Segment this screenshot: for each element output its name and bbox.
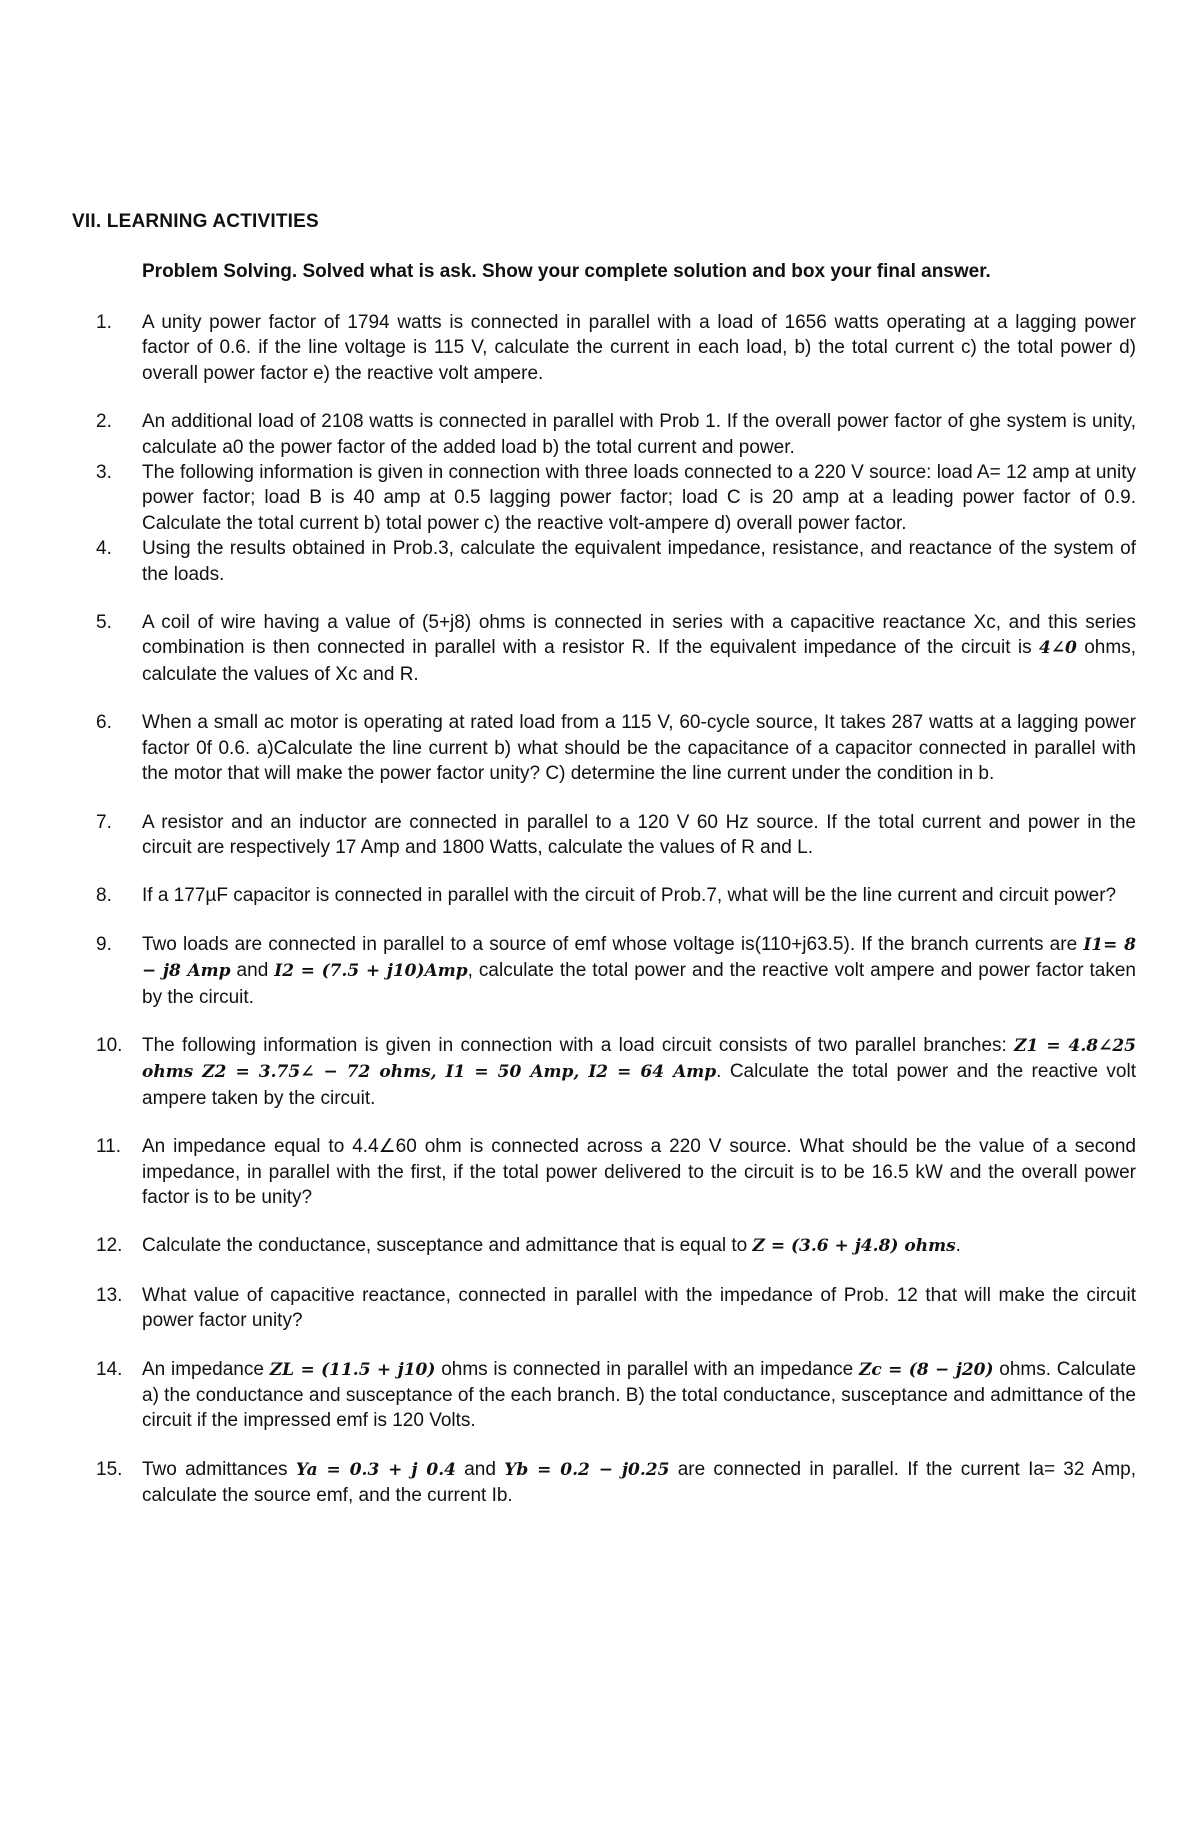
math-expression: Ya = 0.3 + j 0.4: [295, 1459, 456, 1480]
problem-number: 8.: [96, 885, 112, 907]
problem-item: [96, 536, 1136, 587]
section-title: VII. LEARNING ACTIVITIES: [72, 211, 319, 232]
problem-number: 3.: [96, 462, 112, 484]
problem-item: [96, 883, 1136, 908]
problem-number: 11.: [96, 1136, 122, 1158]
problem-text: When a small ac motor is operating at rated load from a 115 V, 60-cycle source, It takes 287 watts at a lagging power factor 0f 0.6. a)Calculate the line current b) what should be the capacitance of a capacitor connected in parallel with the motor that will make the power factor unity? C) determine the line current under the condition in b.: [142, 712, 1136, 785]
text-segment: .: [955, 1235, 961, 1257]
problem-text: An impedance equal to 4.4∠60 ohm is connected across a 220 V source. What should be the value of a second impedance, in parallel with the first, if the total power delivered to the circuit is to be 16.5 kW and the overall power factor is to be unity?: [142, 1136, 1136, 1208]
problem-text: [142, 932, 1136, 1010]
text-segment: A coil of wire having a value of (5+j8) ohms is connected in series with a capacitive reactance Xc, and this series combination is then connected in parallel with a resistor R. If the equivalent impedance of the circuit is: [142, 612, 1136, 659]
math-expression: Yb = 0.2 − j0.25: [504, 1459, 670, 1480]
text-segment: Two loads are connected in parallel to a source of emf whose voltage is(110+j63.5). If the branch currents are: [142, 933, 1084, 955]
problem-item: [96, 1134, 1136, 1210]
text-segment: The following information is given in connection with a load circuit consists of two parallel branches:: [142, 1034, 1015, 1056]
text-segment: ohms. Calculate a) the conductance and susceptance of the each branch. B) the total conductance, susceptance and admittance of the circuit if the impressed emf is 120 Volts.: [142, 1358, 1137, 1432]
math-expression: ZL = (11.5 + j10): [269, 1359, 436, 1380]
problem-number: 2.: [96, 411, 112, 433]
math-expression: I1= 8 − j8 Amp: [142, 934, 1136, 982]
problem-item: [96, 1033, 1136, 1111]
problem-item: [96, 1357, 1136, 1434]
problem-number: 1.: [96, 312, 112, 333]
problem-text: A resistor and an inductor are connected in parallel to a 120 V 60 Hz source. If the total current and power in the circuit are respectively 17 Amp and 1800 Watts, calculate the values of R and L.: [142, 811, 1136, 858]
problem-item: [96, 1233, 1136, 1259]
problem-number: 4.: [96, 538, 112, 560]
problem-text: An additional load of 2108 watts is connected in parallel with Prob 1. If the overall power factor of ghe system is unity, calculate a0 the power factor of the added load b) the total current and power.: [142, 411, 1136, 458]
problem-number: 9.: [96, 933, 112, 955]
math-expression: Z = (3.6 + j4.8) ohms: [752, 1236, 956, 1257]
problem-item: [96, 710, 1136, 786]
problem-text: Using the results obtained in Prob.3, calculate the equivalent impedance, resistance, and reactance of the system of the loads.: [142, 538, 1136, 585]
problem-number: 6.: [96, 712, 112, 734]
problem-number: 12.: [96, 1235, 123, 1257]
problem-item: [96, 810, 1136, 861]
problem-item: [96, 409, 1136, 460]
problem-item: [96, 310, 1136, 386]
text-segment: ohms, calculate the values of Xc and R.: [142, 637, 1136, 685]
problem-item: [96, 610, 1136, 687]
problem-text: [142, 1357, 1136, 1434]
text-segment: are connected in parallel. If the current Ia= 32 Amp, calculate the source emf, and the current Ib.: [142, 1458, 1136, 1507]
text-segment: . Calculate the total power and the reactive volt ampere taken by the circuit.: [142, 1061, 1136, 1109]
problem-number: 5.: [96, 612, 112, 634]
text-segment: , calculate the total power and the reactive volt ampere and power factor taken by the circuit.: [142, 960, 1137, 1008]
problem-number: 13.: [96, 1284, 123, 1306]
problem-text: The following information is given in connection with three loads connected to a 220 V source: load A= 12 amp at unity power factor; load B is 40 amp at 0.5 lagging power factor; load C is 20 amp at a leading power factor of 0.9. Calculate the total current b) total power c) the reactive volt-ampere d) overall power factor.: [142, 462, 1136, 534]
math-expression: 4∠0: [1038, 638, 1077, 659]
problem-item: [96, 460, 1136, 536]
problem-text: [142, 1033, 1136, 1111]
problem-number: 7.: [96, 811, 112, 833]
problem-number: 14.: [96, 1358, 123, 1380]
problem-item: [96, 1283, 1136, 1334]
problem-item: [96, 1457, 1136, 1509]
text-segment: ohms is connected in parallel with an impedance: [435, 1358, 859, 1380]
instruction: Problem Solving. Solved what is ask. Show your complete solution and box your final answer.: [142, 261, 991, 282]
text-segment: and: [455, 1458, 505, 1480]
text-segment: Calculate the conductance, susceptance and admittance that is equal to: [142, 1235, 753, 1257]
problem-text: If a 177µF capacitor is connected in parallel with the circuit of Prob.7, what will be the line current and circuit power?: [142, 885, 1117, 907]
problem-text: What value of capacitive reactance, connected in parallel with the impedance of Prob. 12 that will make the circuit power factor unity?: [142, 1284, 1136, 1332]
text-segment: Two admittances: [142, 1458, 296, 1480]
problem-number: 15.: [96, 1458, 123, 1480]
text-segment: and: [230, 960, 275, 982]
problem-item: [96, 932, 1136, 1010]
problem-number: 10.: [96, 1034, 123, 1056]
problem-text: A unity power factor of 1794 watts is connected in parallel with a load of 1656 watts operating at a lagging power factor of 0.6. if the line voltage is 115 V, calculate the current in each load, b) the total current c) the total power d) overall power factor e) the reactive volt ampere.: [142, 312, 1136, 384]
problem-text: [142, 1233, 1136, 1259]
math-expression: Z1 = 4.8∠25 ohms Z2 = 3.75∠ − 72 ohms, I1 = 50 Amp, I2 = 64 Amp: [142, 1035, 1137, 1083]
problem-text: [142, 610, 1136, 687]
math-expression: Zc = (8 − j20): [859, 1359, 994, 1380]
math-expression: I2 = (7.5 + j10)Amp: [274, 961, 468, 982]
problem-list: [96, 310, 1136, 1509]
problem-text: [142, 1457, 1136, 1509]
text-segment: An impedance: [142, 1358, 270, 1380]
